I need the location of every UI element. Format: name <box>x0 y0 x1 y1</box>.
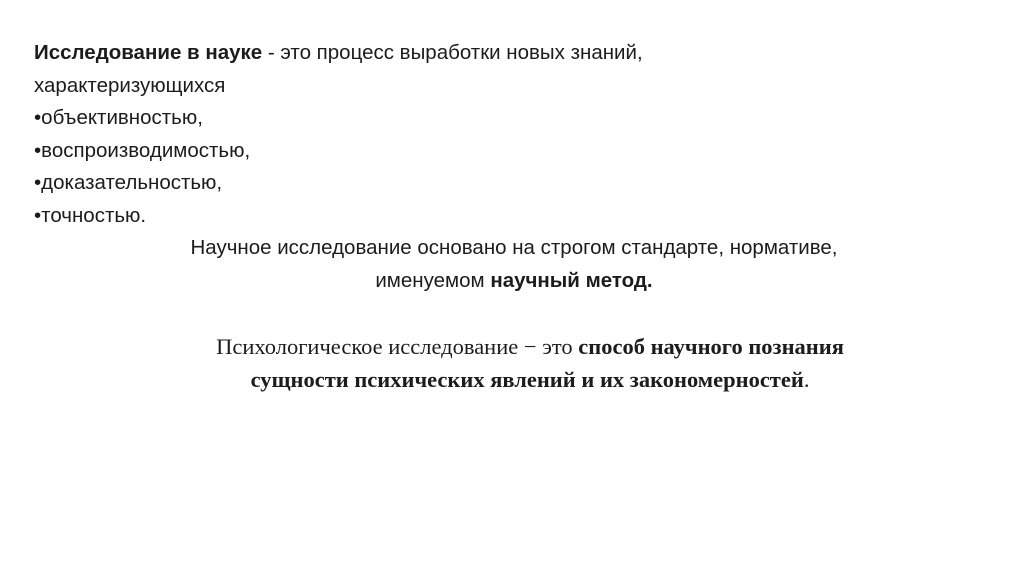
definition-continuation: характеризующихся <box>34 73 226 97</box>
characteristic-reproducibility: •воспроизводимостью, <box>34 138 251 162</box>
definition-text: - это процесс выработки новых знаний, <box>262 41 643 64</box>
characteristic-provability: •доказательностью, <box>34 171 223 194</box>
definition-line <box>34 37 994 70</box>
psychology-line-1 <box>60 331 1000 364</box>
method-line-1: Научное исследование основано на строгом стандарте, нормативе, <box>190 236 838 259</box>
psychology-definition-block <box>60 331 1000 396</box>
definition-term: Исследование в науке <box>34 41 263 64</box>
characteristic-objectivity: •объективностью, <box>34 106 203 129</box>
scientific-method-term: научный метод. <box>490 268 653 292</box>
psychology-text: Психологическое исследование − это <box>216 334 579 359</box>
psychology-end-period: . <box>803 366 810 392</box>
method-line-2-text: именуемом <box>375 268 491 292</box>
method-line-2 <box>34 265 994 298</box>
psychology-line-2 <box>60 364 1000 397</box>
psychology-term-part-1: способ научного познания <box>578 334 844 359</box>
psychology-term-part-2: сущности психических явлений и их закономерностей <box>250 366 804 392</box>
characteristic-precision: •точностью. <box>34 203 147 227</box>
research-definition-block <box>34 37 994 297</box>
